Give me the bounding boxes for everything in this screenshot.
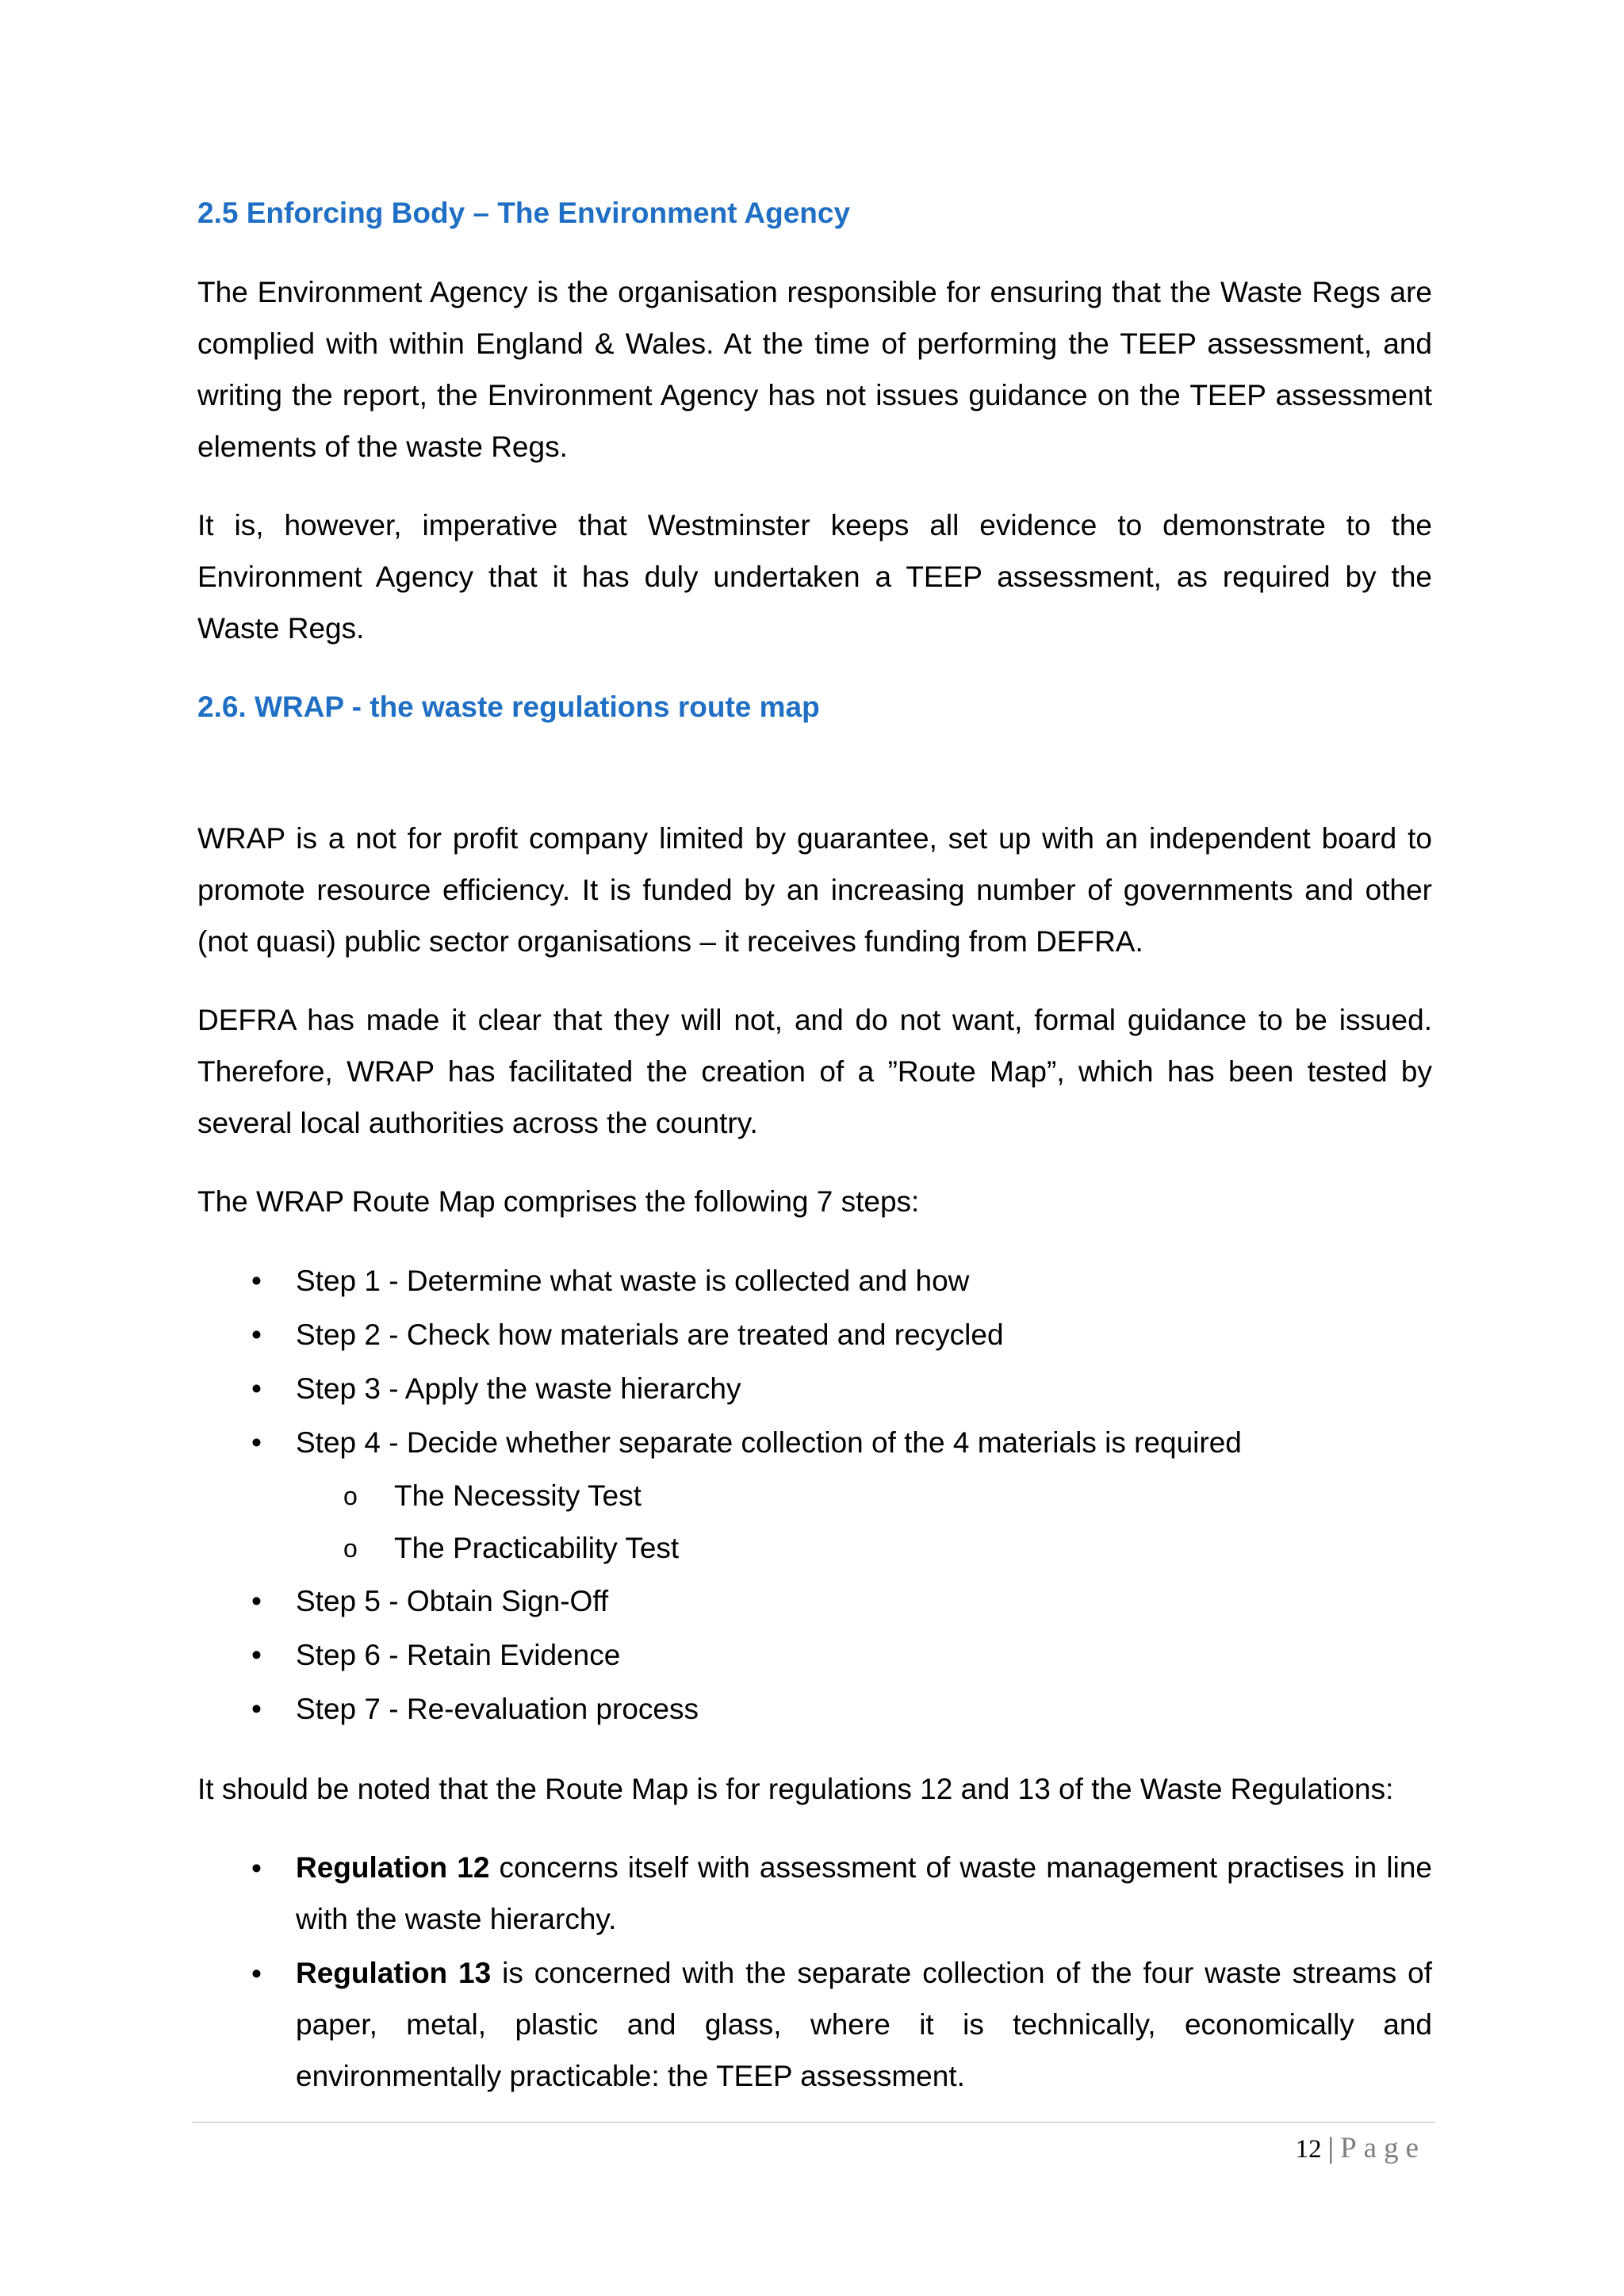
bullet-icon: •: [251, 1426, 262, 1459]
step-text: Step 2 - Check how materials are treated and recycled: [296, 1318, 1004, 1351]
bullet-icon: •: [251, 1957, 262, 1990]
list-item: [197, 1416, 1432, 1470]
footer-divider: [192, 2122, 1435, 2123]
page-content: [197, 187, 1432, 2104]
section-2-5-paragraph-2: It is, however, imperative that Westminster keeps all evidence to demonstrate to the Environment Agency that it has duly undertaken a TEEP assessment, as required by the Waste Regs.: [197, 509, 1432, 645]
bullet-icon: •: [251, 1372, 262, 1405]
step-text: Step 7 - Re-evaluation process: [296, 1693, 699, 1725]
circle-bullet-icon: o: [343, 1482, 358, 1510]
sub-item-text: The Practicability Test: [394, 1532, 680, 1564]
bullet-icon: •: [251, 1585, 262, 1617]
step-text: Step 6 - Retain Evidence: [296, 1639, 621, 1671]
list-item: [197, 1682, 1432, 1736]
bullet-icon: •: [251, 1639, 262, 1671]
list-item: [197, 1254, 1432, 1308]
sub-list-item: [197, 1522, 1432, 1575]
regulation-label: Regulation 13: [296, 1957, 492, 1989]
list-item: [197, 1842, 1432, 1945]
section-2-6-paragraph-1: WRAP is a not for profit company limited by guarantee, set up with an independent board to promote resource efficiency. It is funded by an increasing number of governments and other (not quasi) public sector organisations – it receives funding from DEFRA.: [197, 822, 1432, 958]
list-item: [197, 1308, 1432, 1362]
step-4-sub-list: [197, 1470, 1432, 1575]
route-map-steps-list: [197, 1254, 1432, 1470]
page-label: Page: [1340, 2132, 1426, 2164]
regulation-label: Regulation 12: [296, 1851, 490, 1884]
section-2-6-heading: 2.6. WRAP - the waste regulations route map: [197, 691, 820, 723]
circle-bullet-icon: o: [343, 1534, 358, 1563]
regulation-text: is concerned with the separate collection of the four waste streams of paper, metal, plastic and glass, where it is technically, economically and environmentally practicable: the TEEP assessment.: [296, 1957, 1432, 2092]
list-item: [197, 1362, 1432, 1416]
section-2-5-heading: 2.5 Enforcing Body – The Environment Agency: [197, 197, 851, 229]
list-item: [197, 1575, 1432, 1628]
regulations-intro: It should be noted that the Route Map is for regulations 12 and 13 of the Waste Regulations:: [197, 1773, 1394, 1805]
step-text: Step 5 - Obtain Sign-Off: [296, 1585, 609, 1617]
list-item: [197, 1947, 1432, 2102]
sub-list-item: [197, 1470, 1432, 1522]
regulations-list: [197, 1842, 1432, 2102]
step-text: Step 3 - Apply the waste hierarchy: [296, 1372, 741, 1405]
bullet-icon: •: [251, 1265, 262, 1297]
sub-item-text: The Necessity Test: [394, 1479, 642, 1512]
regulation-text: concerns itself with assessment of waste management practises in line with the waste hierarchy.: [296, 1851, 1432, 1935]
section-2-6-paragraph-2: DEFRA has made it clear that they will not, and do not want, formal guidance to be issued. Therefore, WRAP has facilitated the creation of a ”Route Map”, which has been tested by several local authorities across the country.: [197, 1004, 1432, 1139]
page-number: 12: [1295, 2135, 1322, 2164]
page-footer: [1296, 2125, 1426, 2173]
footer-separator: |: [1327, 2132, 1335, 2164]
bullet-icon: •: [251, 1852, 262, 1885]
bullet-icon: •: [251, 1693, 262, 1725]
list-item: [197, 1628, 1432, 1682]
section-2-6-paragraph-3: The WRAP Route Map comprises the following 7 steps:: [197, 1185, 920, 1218]
step-text: Step 1 - Determine what waste is collected and how: [296, 1265, 970, 1297]
route-map-steps-list-continued: [197, 1575, 1432, 1736]
section-2-5-paragraph-1: The Environment Agency is the organisation responsible for ensuring that the Waste Regs are complied with within England & Wales. At the time of performing the TEEP assessment, and writing the report, the Environment Agency has not issues guidance on the TEEP assessment elements of the waste Regs.: [197, 276, 1432, 463]
step-text: Step 4 - Decide whether separate collection of the 4 materials is required: [296, 1426, 1242, 1459]
bullet-icon: •: [251, 1318, 262, 1351]
